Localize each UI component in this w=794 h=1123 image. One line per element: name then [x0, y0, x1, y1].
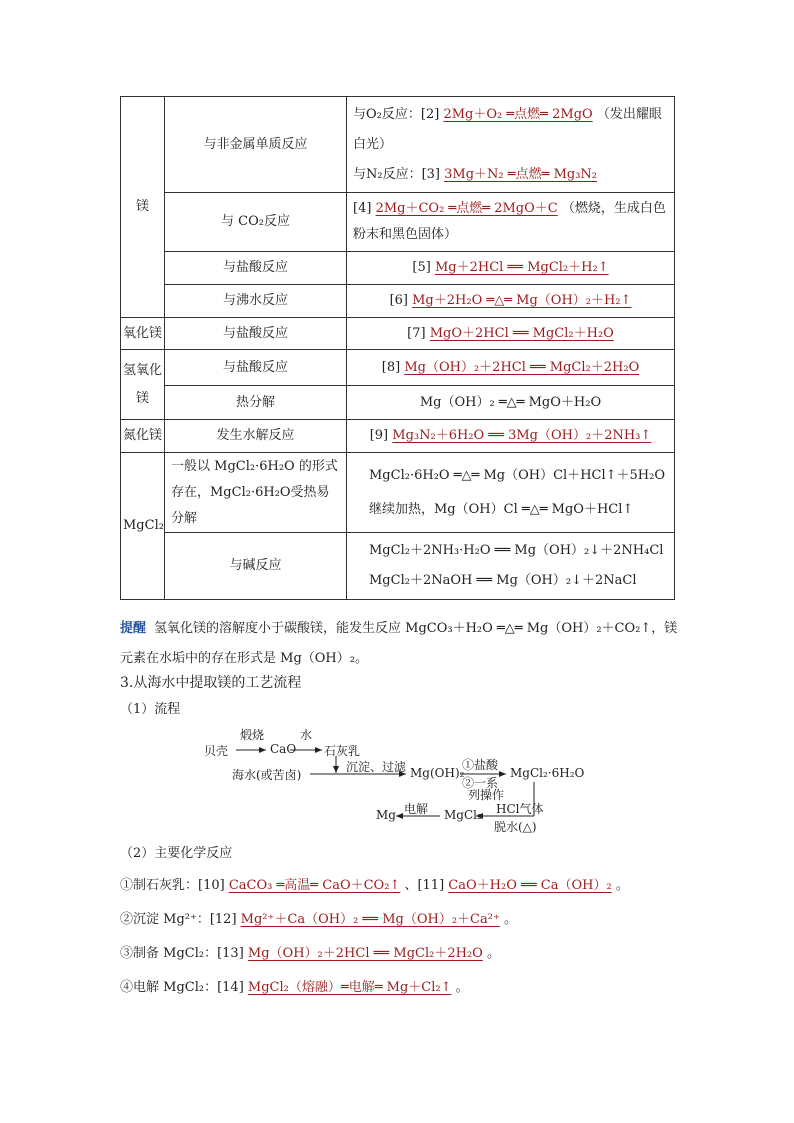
r1-equation-a: CaCO₃ ═高温═ CaO＋CO₂↑ — [228, 878, 401, 893]
flow-mgcl2: MgCl₂ — [444, 808, 482, 822]
mgoh2-heat-label: 热分解 — [165, 386, 347, 420]
flow-subtitle: （1）流程 — [120, 702, 181, 717]
process-flow-diagram — [200, 722, 600, 834]
r3-prefix: ③制备 MgCl₂：[13] — [120, 946, 244, 961]
mg-category: 镁 — [121, 97, 165, 318]
tip-note — [120, 614, 680, 674]
section-3-title: 3.从海水中提取镁的工艺流程 — [120, 675, 302, 691]
co2-reaction-prefix: [4] — [353, 201, 372, 216]
flow-mgoh2: Mg(OH)₂ — [410, 766, 465, 780]
o2-reaction-prefix: 与O₂反应：[2] — [353, 106, 440, 122]
mg-hcl-equation: Mg＋2HCl ══ MgCl₂＋H₂↑ — [434, 260, 609, 275]
flow-calcine: 煅烧 — [240, 728, 265, 742]
r2-prefix: ②沉淀 Mg²⁺：[12] — [120, 912, 237, 927]
mgoh2-heat-equation: Mg（OH）₂ ═△═ MgO＋H₂O — [347, 386, 675, 420]
r4-equation: MgCl₂（熔融）═电解═ Mg＋Cl₂↑ — [247, 980, 452, 995]
mgoh2-hcl-equation: Mg（OH）₂＋2HCl ══ MgCl₂＋2H₂O — [404, 359, 640, 375]
mgcl2-hydrate-eq1: MgCl₂·6H₂O ═△═ Mg（OH）Cl＋HCl↑＋5H₂O — [369, 467, 666, 483]
r2-end: 。 — [503, 912, 517, 927]
flow-mg: Mg — [376, 808, 396, 822]
mgcl2-base-eq2: MgCl₂＋2NaOH ══ Mg（OH）₂↓＋2NaCl — [369, 573, 637, 588]
r3-end: 。 — [486, 946, 500, 961]
mgoh2-hcl-prefix: [8] — [381, 359, 401, 375]
r1-equation-b: CaO＋H₂O ══ Ca（OH）₂ — [448, 878, 612, 893]
mg-nonmetal-reactions — [347, 97, 675, 193]
tip-text: 氢氧化镁的溶解度小于碳酸镁，能发生反应 MgCO₃＋H₂O ═△═ Mg（OH）₂＋CO₂↑，镁元素在水垢中的存在形式是 Mg（OH）₂。 — [120, 621, 678, 666]
flow-water: 水 — [300, 728, 313, 742]
flow-step1: ①盐酸 — [462, 758, 499, 772]
mg-co2-reaction — [347, 193, 675, 252]
mgcl2-base-label: 与碱反应 — [165, 533, 347, 600]
mgcl2-category: MgCl₂ — [121, 453, 165, 600]
mg-hcl-label: 与盐酸反应 — [165, 252, 347, 285]
n2-reaction-prefix: 与N₂反应：[3] — [353, 166, 441, 182]
co2-reaction-equation: 2Mg＋CO₂ ═点燃═ 2MgO＋C — [375, 201, 558, 216]
reaction-precipitate — [120, 908, 517, 927]
r1-mid: 、[11] — [404, 878, 445, 893]
o2-reaction-note: （发出耀眼白光） — [353, 106, 662, 152]
r4-prefix: ④电解 MgCl₂：[14] — [120, 980, 244, 995]
mg3n2-react-label: 发生水解反应 — [165, 420, 347, 453]
flow-cao: CaO — [270, 742, 297, 756]
flow-electrolysis: 电解 — [404, 802, 429, 816]
mgo-reaction — [347, 318, 675, 350]
reaction-limewater — [120, 874, 629, 893]
r3-equation: Mg（OH）₂＋2HCl ══ MgCl₂＋2H₂O — [247, 946, 483, 961]
flow-dehydrate: 脱水(△) — [494, 820, 537, 834]
mgoh2-category: 氢氧化镁 — [121, 350, 165, 420]
mgo-equation: MgO＋2HCl ══ MgCl₂＋H₂O — [429, 325, 614, 341]
mg3n2-equation: Mg₃N₂＋6H₂O ══ 3Mg（OH）₂＋2NH₃↑ — [392, 428, 652, 443]
mgoh2-hcl-reaction — [347, 350, 675, 386]
mg3n2-prefix: [9] — [369, 428, 389, 443]
mg-hcl-prefix: [5] — [412, 260, 431, 275]
flow-mgcl2-6h2o: MgCl₂·6H₂O — [510, 766, 585, 780]
flow-shell: 贝壳 — [204, 744, 229, 758]
reaction-electrolysis — [120, 976, 469, 995]
mg-co2-label: 与 CO₂反应 — [165, 193, 347, 252]
mgcl2-hydrate-reactions — [347, 453, 675, 533]
o2-reaction-equation: 2Mg＋O₂ ═点燃═ 2MgO — [443, 106, 593, 122]
mgcl2-base-eq1: MgCl₂＋2NH₃·H₂O ══ Mg（OH）₂↓＋2NH₄Cl — [369, 543, 664, 558]
mg-water-label: 与沸水反应 — [165, 285, 347, 318]
flow-hcl-gas: HCl气体 — [496, 802, 544, 816]
flow-seawater: 海水(或苦卤) — [232, 768, 302, 782]
magnesium-compounds-table — [120, 96, 675, 600]
flow-limewater: 石灰乳 — [324, 744, 361, 758]
mg-water-reaction — [347, 285, 675, 318]
flow-step2b: 列操作 — [468, 788, 505, 802]
co2-reaction-note: （燃烧，生成白色粉末和黑色固体） — [353, 201, 666, 242]
mgoh2-hcl-label: 与盐酸反应 — [165, 350, 347, 386]
mgcl2-hydrate-eq2: 继续加热，Mg（OH）Cl ═△═ MgO＋HCl↑ — [369, 501, 634, 517]
mg-water-prefix: [6] — [389, 293, 408, 308]
reactions-subtitle: （2）主要化学反应 — [120, 846, 233, 861]
n2-reaction-equation: 3Mg＋N₂ ═点燃═ Mg₃N₂ — [444, 166, 597, 182]
mg-nonmetal-label: 与非金属单质反应 — [165, 97, 347, 193]
mgo-category: 氧化镁 — [121, 318, 165, 350]
mgcl2-hydrate-label: 一般以 MgCl₂·6H₂O 的形式存在，MgCl₂·6H₂O受热易分解 — [165, 453, 347, 533]
mg3n2-reaction — [347, 420, 675, 453]
flow-step2: ②一系 — [462, 776, 499, 790]
mg-water-equation: Mg＋2H₂O ═△═ Mg（OH）₂＋H₂↑ — [412, 293, 632, 308]
mg-hcl-reaction — [347, 252, 675, 285]
mgo-react-label: 与盐酸反应 — [165, 318, 347, 350]
r1-end: 。 — [615, 878, 629, 893]
r4-end: 。 — [455, 980, 469, 995]
r1-prefix: ①制石灰乳：[10] — [120, 878, 225, 893]
tip-label: 提醒 — [120, 621, 147, 636]
reaction-prepare-mgcl2 — [120, 942, 500, 961]
flow-precip: 沉淀、过滤 — [346, 760, 407, 774]
mgo-prefix: [7] — [407, 325, 426, 341]
r2-equation: Mg²⁺＋Ca（OH）₂ ══ Mg（OH）₂＋Ca²⁺ — [240, 912, 500, 927]
mg3n2-category: 氮化镁 — [121, 420, 165, 453]
mgcl2-base-reactions — [347, 533, 675, 600]
